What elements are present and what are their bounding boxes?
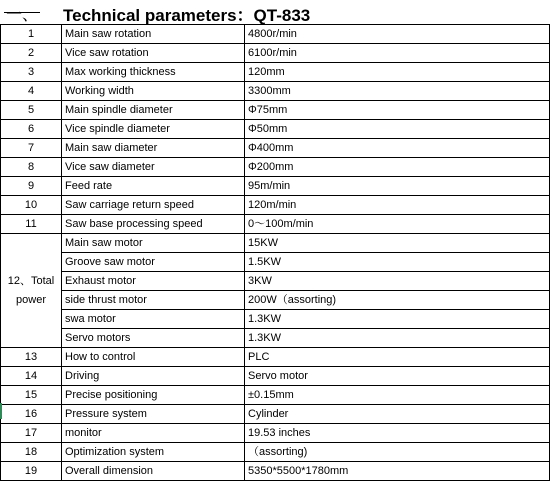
row-number: 1: [1, 25, 62, 44]
parameter-value: Φ400mm: [245, 139, 550, 158]
row-number: 18: [1, 443, 62, 462]
parameter-value: 120mm: [245, 63, 550, 82]
parameter-value: 5350*5500*1780mm: [245, 462, 550, 481]
parameter-name: Pressure system: [62, 405, 245, 424]
parameter-name: Precise positioning: [62, 386, 245, 405]
row-number: 15: [1, 386, 62, 405]
parameters-table: [0, 24, 550, 481]
motor-power-value: 200W（assorting): [245, 291, 550, 310]
table-row: [1, 329, 550, 348]
row-number: 9: [1, 177, 62, 196]
section-number: 一、: [6, 2, 38, 25]
motor-power-value: 1.3KW: [245, 329, 550, 348]
table-row: [1, 82, 550, 101]
parameter-name: Main spindle diameter: [62, 101, 245, 120]
table-row: [1, 405, 550, 424]
table-row: [1, 348, 550, 367]
table-row: [1, 139, 550, 158]
parameter-name: Saw base processing speed: [62, 215, 245, 234]
motor-name: Groove saw motor: [62, 253, 245, 272]
row-number: 7: [1, 139, 62, 158]
table-row: [1, 386, 550, 405]
row-number: 19: [1, 462, 62, 481]
motor-power-value: 1.3KW: [245, 310, 550, 329]
parameter-name: monitor: [62, 424, 245, 443]
row-number: 8: [1, 158, 62, 177]
parameter-name: Vice saw rotation: [62, 44, 245, 63]
row-number: 17: [1, 424, 62, 443]
motor-name: side thrust motor: [62, 291, 245, 310]
row-number: 14: [1, 367, 62, 386]
parameter-name: Main saw diameter: [62, 139, 245, 158]
table-row: [1, 215, 550, 234]
parameter-name: Working width: [62, 82, 245, 101]
table-row: [1, 424, 550, 443]
parameter-value: Φ75mm: [245, 101, 550, 120]
table-row: [1, 25, 550, 44]
motor-power-value: 3KW: [245, 272, 550, 291]
parameter-name: Vice saw diameter: [62, 158, 245, 177]
table-row: [1, 272, 550, 291]
table-row: [1, 253, 550, 272]
row-number: 5: [1, 101, 62, 120]
table-row: [1, 177, 550, 196]
parameter-value: Servo motor: [245, 367, 550, 386]
parameter-name: Saw carriage return speed: [62, 196, 245, 215]
parameter-name: Overall dimension: [62, 462, 245, 481]
parameter-value: Cylinder: [245, 405, 550, 424]
table-row: [1, 367, 550, 386]
motor-power-value: 1.5KW: [245, 253, 550, 272]
parameter-value: 120m/min: [245, 196, 550, 215]
table-row: [1, 443, 550, 462]
table-row: [1, 158, 550, 177]
page-title: [0, 0, 550, 24]
table-row: [1, 101, 550, 120]
row-number: 10: [1, 196, 62, 215]
row-number: 16: [1, 405, 62, 424]
table-row: [1, 310, 550, 329]
motor-power-value: 15KW: [245, 234, 550, 253]
parameter-name: Main saw rotation: [62, 25, 245, 44]
row-number: 11: [1, 215, 62, 234]
motor-name: Main saw motor: [62, 234, 245, 253]
parameter-value: Φ200mm: [245, 158, 550, 177]
table-row: [1, 63, 550, 82]
title-text: Technical parameters：QT-833: [63, 6, 311, 25]
table-row: [1, 462, 550, 481]
motor-name: swa motor: [62, 310, 245, 329]
table-row: [1, 196, 550, 215]
parameters-table-body: [1, 25, 550, 481]
row-number: 4: [1, 82, 62, 101]
power-group-label: 12、Total power: [1, 234, 62, 348]
parameter-value: Φ50mm: [245, 120, 550, 139]
parameter-value: 0～100m/min: [245, 215, 550, 234]
table-row: [1, 44, 550, 63]
motor-name: Servo motors: [62, 329, 245, 348]
row-number: 3: [1, 63, 62, 82]
table-row: [1, 291, 550, 310]
parameter-value: （assorting): [245, 443, 550, 462]
row-number: 13: [1, 348, 62, 367]
table-row: [1, 120, 550, 139]
motor-name: Exhaust motor: [62, 272, 245, 291]
parameter-value: PLC: [245, 348, 550, 367]
row-number: 2: [1, 44, 62, 63]
parameter-name: Optimization system: [62, 443, 245, 462]
parameter-name: Feed rate: [62, 177, 245, 196]
parameter-name: Max working thickness: [62, 63, 245, 82]
parameter-name: How to control: [62, 348, 245, 367]
row-number: 6: [1, 120, 62, 139]
parameter-value: ±0.15mm: [245, 386, 550, 405]
parameter-value: 4800r/min: [245, 25, 550, 44]
parameter-value: 19.53 inches: [245, 424, 550, 443]
parameter-name: Driving: [62, 367, 245, 386]
parameter-value: 6100r/min: [245, 44, 550, 63]
parameter-value: 95m/min: [245, 177, 550, 196]
parameter-value: 3300mm: [245, 82, 550, 101]
row-marker: [0, 403, 2, 419]
table-row: [1, 234, 550, 253]
parameter-name: Vice spindle diameter: [62, 120, 245, 139]
